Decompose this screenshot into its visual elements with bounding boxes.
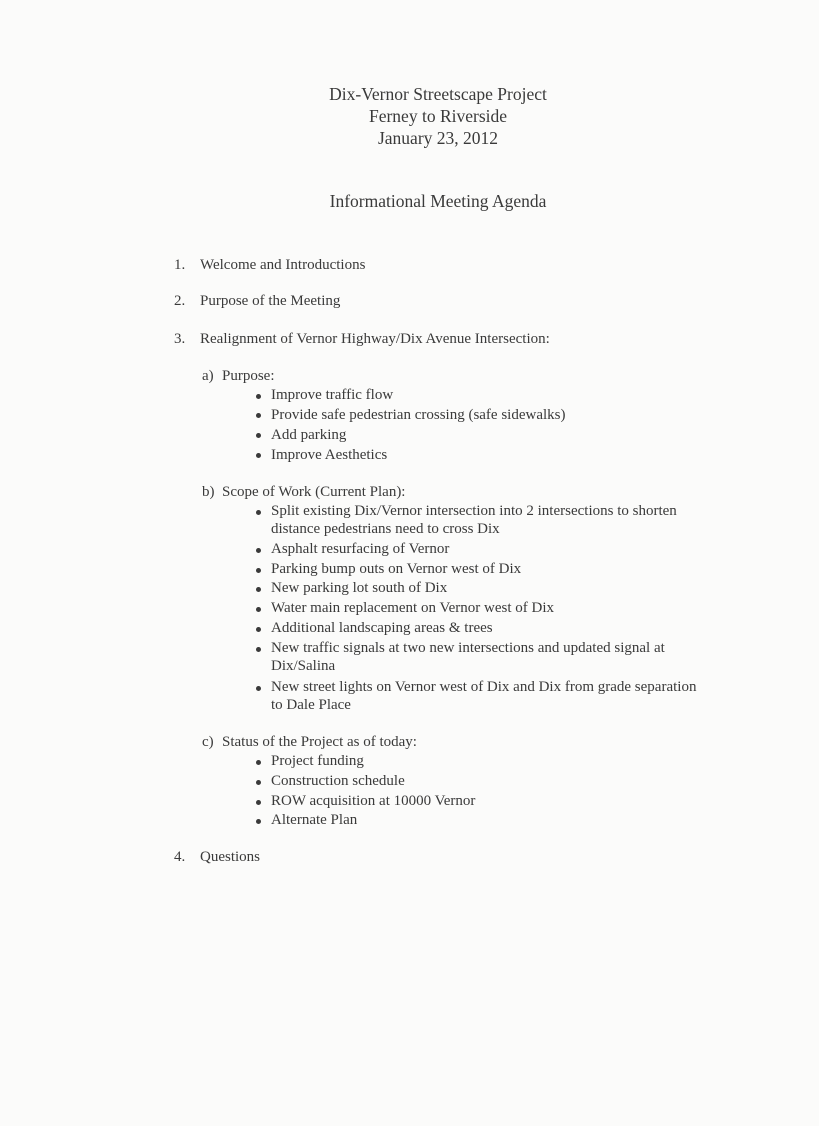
bullet-icon: [256, 647, 261, 652]
bullet-icon: [256, 510, 261, 515]
bullet-icon: [256, 413, 261, 418]
agenda-item: Realignment of Vernor Highway/Dix Avenue Intersection:: [200, 331, 550, 347]
bullet-icon: [256, 819, 261, 824]
bullet-item-continued: to Dale Place: [271, 697, 351, 713]
bullet-icon: [256, 686, 261, 691]
sub-heading: Purpose:: [222, 368, 275, 384]
bullet-icon: [256, 394, 261, 399]
sub-heading: Status of the Project as of today:: [222, 734, 417, 750]
agenda-item: Questions: [200, 849, 260, 865]
bullet-item: Improve Aesthetics: [271, 447, 388, 463]
bullet-item: Alternate Plan: [271, 812, 358, 828]
bullet-item: Water main replacement on Vernor west of Dix: [271, 600, 555, 616]
agenda-item: Purpose of the Meeting: [200, 293, 341, 309]
bullet-item-continued: Dix/Salina: [271, 658, 336, 674]
agenda-item: Welcome and Introductions: [200, 257, 366, 273]
document-title: Dix-Vernor Streetscape Project: [329, 84, 547, 104]
bullet-item: Construction schedule: [271, 773, 405, 789]
bullet-icon: [256, 607, 261, 612]
bullet-item: Asphalt resurfacing of Vernor: [271, 541, 450, 557]
sub-label: a): [202, 368, 214, 384]
item-number: 2.: [174, 293, 186, 309]
bullet-icon: [256, 568, 261, 573]
bullet-item: New traffic signals at two new intersections and updated signal at: [271, 640, 665, 656]
bullet-item: Project funding: [271, 753, 364, 769]
bullet-icon: [256, 800, 261, 805]
bullet-item: New street lights on Vernor west of Dix and Dix from grade separation: [271, 679, 697, 695]
bullet-icon: [256, 587, 261, 592]
bullet-item: Improve traffic flow: [271, 387, 394, 403]
bullet-icon: [256, 453, 261, 458]
item-number: 3.: [174, 331, 186, 347]
item-number: 1.: [174, 257, 186, 273]
sub-heading: Scope of Work (Current Plan):: [222, 484, 406, 500]
bullet-icon: [256, 548, 261, 553]
bullet-item: Add parking: [271, 427, 347, 443]
item-number: 4.: [174, 849, 186, 865]
bullet-item: Additional landscaping areas & trees: [271, 620, 493, 636]
bullet-item: Parking bump outs on Vernor west of Dix: [271, 561, 522, 577]
bullet-item-continued: distance pedestrians need to cross Dix: [271, 521, 500, 537]
bullet-item: New parking lot south of Dix: [271, 580, 448, 596]
bullet-item: Split existing Dix/Vernor intersection into 2 intersections to shorten: [271, 503, 677, 519]
agenda-title: Informational Meeting Agenda: [329, 191, 547, 211]
bullet-icon: [256, 760, 261, 765]
bullet-icon: [256, 780, 261, 785]
bullet-item: Provide safe pedestrian crossing (safe sidewalks): [271, 407, 566, 423]
bullet-icon: [256, 433, 261, 438]
document-subtitle: Ferney to Riverside: [368, 106, 508, 126]
sub-label: b): [202, 484, 215, 500]
sub-label: c): [202, 734, 214, 750]
bullet-icon: [256, 627, 261, 632]
document-date: January 23, 2012: [377, 128, 499, 148]
bullet-item: ROW acquisition at 10000 Vernor: [271, 793, 476, 809]
